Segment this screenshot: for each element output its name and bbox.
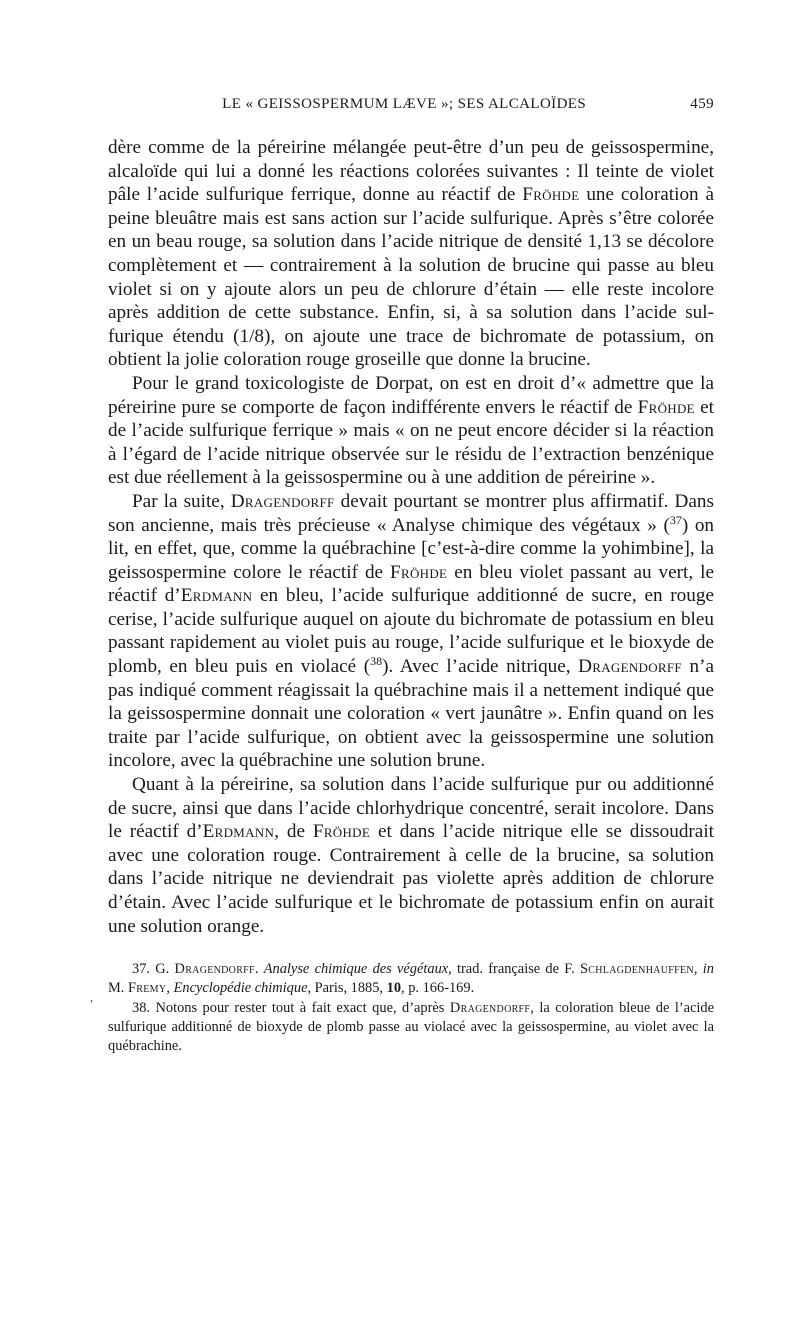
running-title: LE « GEISSOSPERMUM LÆVE »; SES ALCALOÏDES [222, 96, 587, 112]
title-italic: Analyse chimique des végétaux [263, 961, 449, 978]
text-run: , la coloration bleue de l’acide sulfurique additionné de bioxyde de plomb passe au violacé avec la geissospermine, au violet avec la québrachine. [108, 1000, 714, 1055]
text-run: 38. Notons pour rester tout à fait exact que, d’après [132, 1000, 450, 1017]
text-run: dère comme de la péreirine mélangée peut-être d’un peu de geissospermine, alcaloïde qui lui a donné les réactions colorées suivantes : Il teinte de violet pâle l’acide sulfurique ferrique, donne au réactif de [108, 137, 714, 206]
title-italic: Encyclopédie chimique [173, 980, 308, 997]
text-run: , trad. française de F. [448, 961, 580, 978]
text-run: et de l’acide sulfurique ferrique » mais « on ne peut encore décider si la réaction à l’égard de l’acide nitrique observée sur le résidu de l’extraction benzénique est due réellement à la geissospermine ou à une addition de péreirine ». [108, 396, 714, 489]
text-run: Par la suite, [132, 490, 231, 512]
main-text [108, 136, 714, 938]
author-name: Dragendorff [449, 1000, 531, 1017]
text-run: devait pourtant se montrer plus affirmatif. Dans son ancienne, mais très précieuse « Analyse chimique des végétaux » ( [108, 490, 714, 536]
text-run: , p. 166-169. [401, 980, 475, 997]
margin-speck: , [90, 990, 93, 1004]
author-name: Fremy [128, 980, 167, 997]
page-number: 459 [690, 96, 714, 112]
text-run: n’a pas indiqué comment réagissait la québrachine mais il a nettement indiqué que la geissospermine donnait une coloration « vert jaunâtre ». Enfin quand on les traite par l’acide sulfurique, on obtient avec la geissospermine une solution incolore, avec la québrachine une solution brune. [108, 656, 714, 772]
text-run: 37. G. [132, 961, 175, 978]
author-name: Fröhde [637, 396, 695, 418]
text-run: ). Avec l’acide nitrique, [382, 656, 579, 678]
author-name: Schlagdenhauffen [580, 961, 694, 978]
author-name: Erdmann [180, 585, 253, 607]
text-run: , [693, 961, 703, 978]
author-name: Fröhde [312, 821, 371, 843]
author-name: Dragendorff [578, 656, 682, 678]
text-run: en bleu violet passant au vert, le réactif d’ [108, 561, 714, 607]
volume-number: 10 [386, 980, 402, 997]
author-name: Erdmann [202, 821, 275, 843]
text-run: ) on lit, en effet, que, comme la québrachine [c’est-à-dire comme la yohimbine], la geissospermine colore le réactif de [108, 514, 715, 583]
author-name: Fröhde [522, 184, 580, 206]
text-run: , [166, 980, 174, 997]
running-header [108, 96, 714, 124]
paragraph-p4 [108, 773, 714, 938]
text-run: Pour le grand toxicologiste de Dorpat, on est en droit d’« admettre que la péreirine pure se comporte de façon indifférente envers le réactif de [108, 372, 714, 418]
text-run: en bleu, l’acide sulfurique additionné de sucre, en rouge cerise, l’acide sulfurique auquel on ajoute du bichromate de potassium en bleu passant rapidement au violet puis au rouge, l’acide sulfurique et le bioxyde de plomb, en bleu puis en violacé ( [108, 585, 714, 678]
paragraph-p3 [108, 490, 714, 773]
footnotes [108, 960, 714, 1056]
author-name: Fröhde [390, 561, 448, 583]
text-run: , de [274, 821, 313, 843]
title-italic: in [702, 961, 714, 978]
paragraph-p1 [108, 136, 714, 372]
text-run: . [254, 961, 264, 978]
footnote-reference: 38 [370, 654, 383, 669]
text-run: Quant à la péreirine, sa solution dans l’acide sulfurique pur ou additionné de sucre, ainsi que dans l’acide chlorhydrique concentré, serait incolore. Dans le réactif d’ [108, 774, 714, 843]
text-run: M. [108, 980, 128, 997]
author-name: Dragendorff [230, 490, 335, 512]
text-run: et dans l’acide nitrique elle se dissoudrait avec une coloration rouge. Contrairement à celle de la brucine, sa solution dans l’acide nitrique ne deviendrait pas violette après addition de chlorure d’étain. Avec l’acide sulfurique et le bichromate de potassium enfin on aurait une solution orange. [108, 821, 714, 937]
footnote-fn37 [108, 960, 714, 998]
footnote-reference: 37 [669, 512, 682, 527]
book-page [108, 96, 714, 1057]
footnote-fn38 [108, 999, 714, 1056]
text-run: une coloration à peine bleuâtre mais est sans action sur l’acide sulfurique. Après s’être colorée en un beau rouge, sa solution dans l’acide nitrique de densité 1,13 se décolore complètement et — contrairement à la solution de brucine qui passe au bleu violet si on y ajoute alors un peu de chlorure d’étain — elle reste incolore après addition de cette substance. Enfin, si, à sa solution dans l’acide sulfurique étendu (1/8), on ajoute une trace de bichromate de potassium, on obtient la jolie coloration rouge groseille que donne la brucine. [108, 184, 714, 371]
text-run: , Paris, 1885, [307, 980, 387, 997]
paragraph-p2 [108, 372, 714, 490]
author-name: Dragendorff [174, 961, 255, 978]
